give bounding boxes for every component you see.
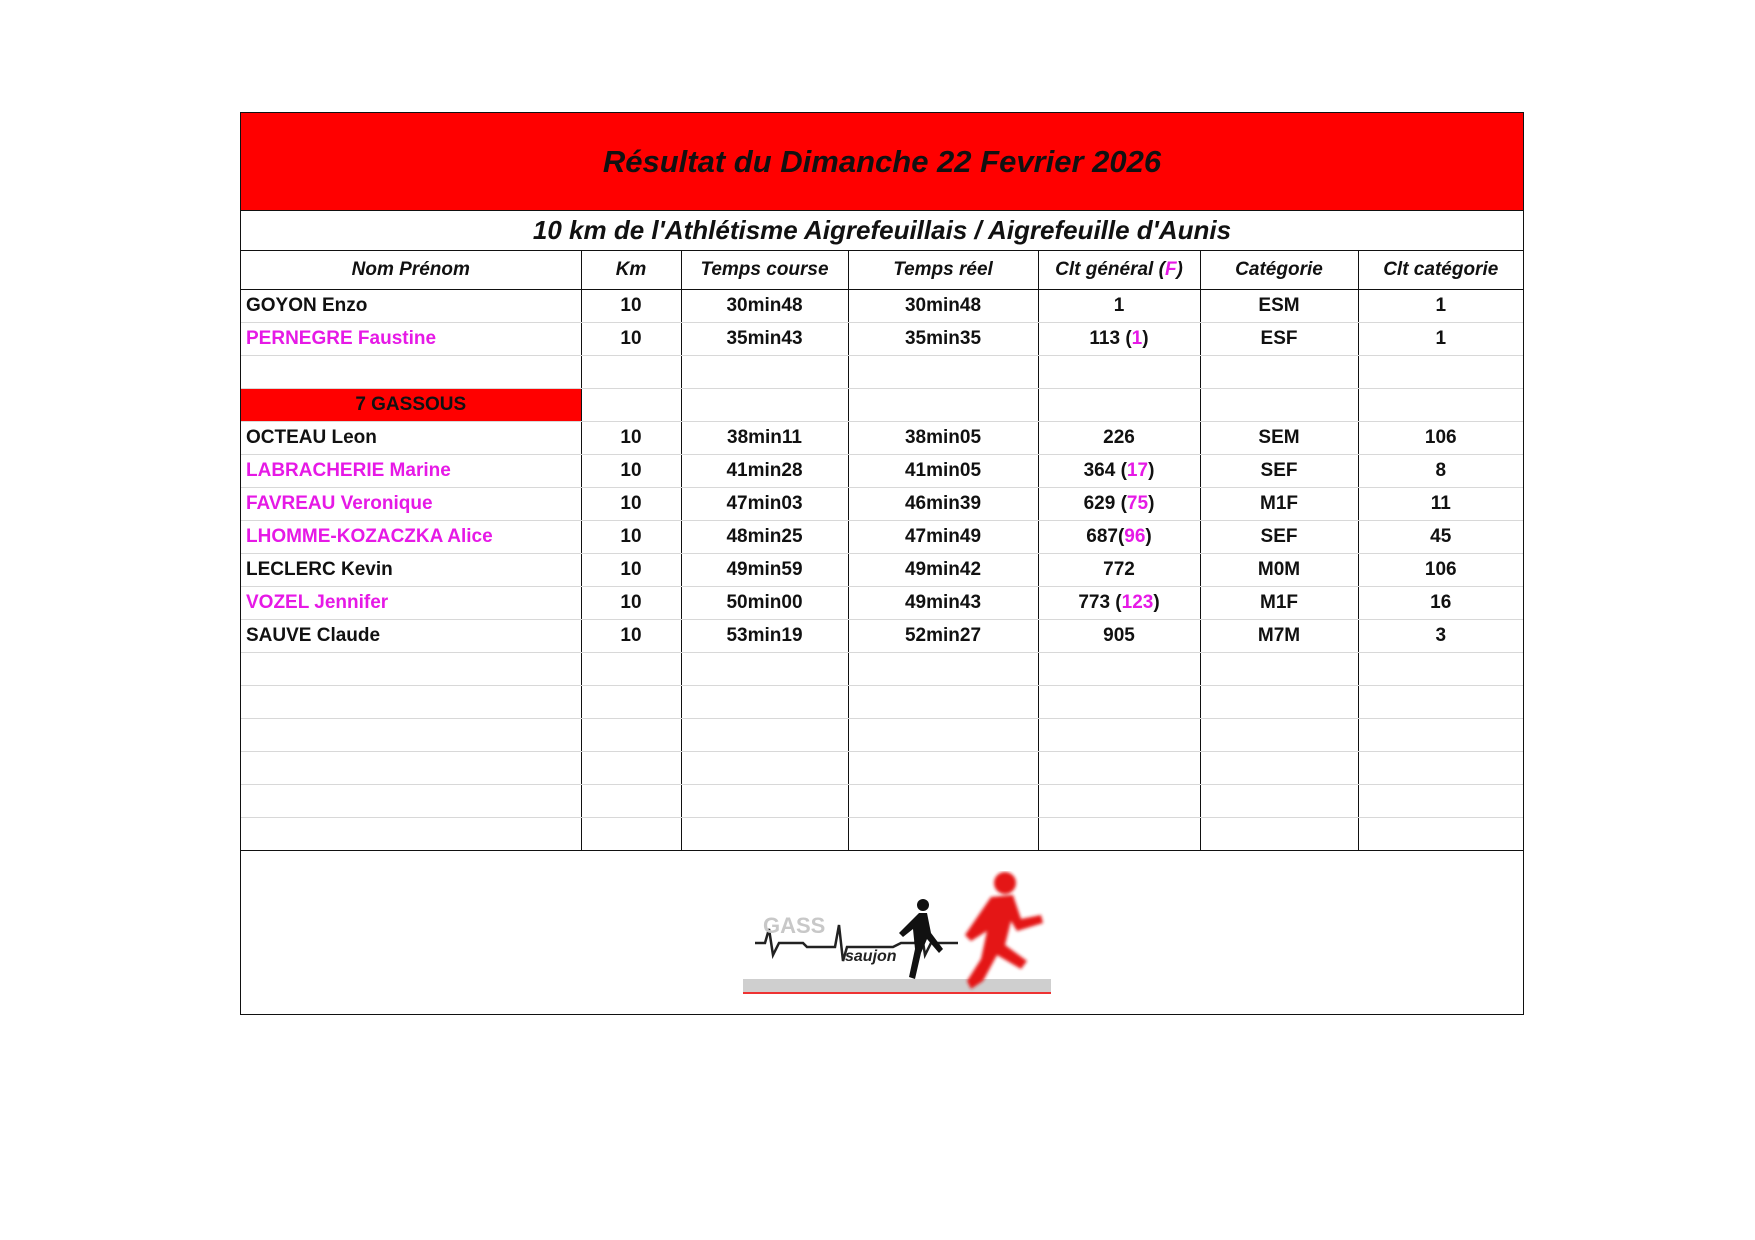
clt-general-cell: 629 (75) bbox=[1038, 488, 1200, 521]
header-km: Km bbox=[581, 251, 681, 290]
female-rank: 123 bbox=[1121, 592, 1154, 613]
logo-gass-text: GASS bbox=[763, 913, 826, 938]
temps-course-cell: 47min03 bbox=[681, 488, 848, 521]
clt-general-cell: 772 bbox=[1038, 554, 1200, 587]
temps-reel-cell: 49min42 bbox=[848, 554, 1038, 587]
categorie-cell: SEF bbox=[1200, 455, 1358, 488]
results-sheet bbox=[240, 112, 1524, 1015]
empty-row bbox=[241, 653, 1523, 686]
temps-course-cell: 48min25 bbox=[681, 521, 848, 554]
runner-name: PERNEGRE Faustine bbox=[241, 323, 581, 356]
clt-general-cell: 226 bbox=[1038, 422, 1200, 455]
female-rank: 17 bbox=[1126, 460, 1149, 481]
temps-course-cell: 41min28 bbox=[681, 455, 848, 488]
header-clt-general: Clt général (F) bbox=[1038, 251, 1200, 290]
table-row bbox=[241, 290, 1523, 323]
runner-name: LABRACHERIE Marine bbox=[241, 455, 581, 488]
km-cell: 10 bbox=[581, 554, 681, 587]
categorie-cell: SEM bbox=[1200, 422, 1358, 455]
categorie-cell: ESM bbox=[1200, 290, 1358, 323]
runner-name: GOYON Enzo bbox=[241, 290, 581, 323]
clt-categorie-cell: 106 bbox=[1358, 422, 1523, 455]
table-row bbox=[241, 455, 1523, 488]
temps-reel-cell: 46min39 bbox=[848, 488, 1038, 521]
group-label: 7 GASSOUS bbox=[241, 389, 581, 422]
temps-reel-cell: 41min05 bbox=[848, 455, 1038, 488]
female-rank: 75 bbox=[1126, 493, 1149, 514]
clt-categorie-cell: 1 bbox=[1358, 323, 1523, 356]
logo-saujon-text: saujon bbox=[845, 948, 897, 965]
km-cell: 10 bbox=[581, 587, 681, 620]
header-clt-categorie: Clt catégorie bbox=[1358, 251, 1523, 290]
empty-row bbox=[241, 356, 1523, 389]
categorie-cell: M1F bbox=[1200, 587, 1358, 620]
categorie-cell: ESF bbox=[1200, 323, 1358, 356]
table-row bbox=[241, 521, 1523, 554]
empty-row bbox=[241, 686, 1523, 719]
km-cell: 10 bbox=[581, 323, 681, 356]
temps-reel-cell: 49min43 bbox=[848, 587, 1038, 620]
clt-categorie-cell: 1 bbox=[1358, 290, 1523, 323]
categorie-cell: M7M bbox=[1200, 620, 1358, 653]
logo-area bbox=[241, 851, 1523, 1016]
temps-reel-cell: 30min48 bbox=[848, 290, 1038, 323]
race-subtitle: 10 km de l'Athlétisme Aigrefeuillais / Aigrefeuille d'Aunis bbox=[532, 215, 1232, 245]
clt-general-cell: 905 bbox=[1038, 620, 1200, 653]
clt-categorie-cell: 106 bbox=[1358, 554, 1523, 587]
group-row bbox=[241, 389, 1523, 422]
temps-reel-cell: 47min49 bbox=[848, 521, 1038, 554]
temps-course-cell: 30min48 bbox=[681, 290, 848, 323]
clt-categorie-cell: 45 bbox=[1358, 521, 1523, 554]
female-marker: F bbox=[1164, 259, 1177, 280]
header-categorie: Catégorie bbox=[1200, 251, 1358, 290]
empty-row bbox=[241, 818, 1523, 851]
female-rank: 96 bbox=[1124, 526, 1146, 547]
categorie-cell: M1F bbox=[1200, 488, 1358, 521]
race-subtitle-bar bbox=[241, 211, 1523, 251]
female-rank: 1 bbox=[1131, 328, 1143, 349]
header-name: Nom Prénom bbox=[241, 251, 581, 290]
empty-row bbox=[241, 719, 1523, 752]
km-cell: 10 bbox=[581, 521, 681, 554]
table-row bbox=[241, 323, 1523, 356]
km-cell: 10 bbox=[581, 290, 681, 323]
clt-categorie-cell: 11 bbox=[1358, 488, 1523, 521]
temps-reel-cell: 52min27 bbox=[848, 620, 1038, 653]
title-banner bbox=[241, 113, 1523, 211]
clt-categorie-cell: 3 bbox=[1358, 620, 1523, 653]
red-runner-icon bbox=[965, 872, 1043, 989]
temps-course-cell: 35min43 bbox=[681, 323, 848, 356]
runner-name: LECLERC Kevin bbox=[241, 554, 581, 587]
ground-bar bbox=[743, 979, 1051, 993]
results-table bbox=[241, 251, 1523, 851]
header-row bbox=[241, 251, 1523, 290]
clt-categorie-cell: 8 bbox=[1358, 455, 1523, 488]
temps-course-cell: 50min00 bbox=[681, 587, 848, 620]
runner-name: LHOMME-KOZACZKA Alice bbox=[241, 521, 581, 554]
table-row bbox=[241, 587, 1523, 620]
clt-general-cell: 773 (123) bbox=[1038, 587, 1200, 620]
black-runner-icon bbox=[899, 899, 943, 979]
empty-row bbox=[241, 752, 1523, 785]
clt-general-cell: 687(96) bbox=[1038, 521, 1200, 554]
runner-name: FAVREAU Veronique bbox=[241, 488, 581, 521]
km-cell: 10 bbox=[581, 488, 681, 521]
table-row bbox=[241, 620, 1523, 653]
km-cell: 10 bbox=[581, 620, 681, 653]
categorie-cell: SEF bbox=[1200, 521, 1358, 554]
runner-name: OCTEAU Leon bbox=[241, 422, 581, 455]
runner-name: SAUVE Claude bbox=[241, 620, 581, 653]
table-row bbox=[241, 554, 1523, 587]
clt-general-cell: 113 (1) bbox=[1038, 323, 1200, 356]
clt-general-cell: 364 (17) bbox=[1038, 455, 1200, 488]
km-cell: 10 bbox=[581, 455, 681, 488]
temps-reel-cell: 35min35 bbox=[848, 323, 1038, 356]
temps-course-cell: 53min19 bbox=[681, 620, 848, 653]
temps-course-cell: 38min11 bbox=[681, 422, 848, 455]
page-title: Résultat du Dimanche 22 Fevrier 2026 bbox=[602, 143, 1162, 179]
gass-saujon-logo bbox=[743, 871, 1053, 996]
table-row bbox=[241, 422, 1523, 455]
empty-row bbox=[241, 785, 1523, 818]
categorie-cell: M0M bbox=[1200, 554, 1358, 587]
clt-categorie-cell: 16 bbox=[1358, 587, 1523, 620]
temps-reel-cell: 38min05 bbox=[848, 422, 1038, 455]
clt-general-cell: 1 bbox=[1038, 290, 1200, 323]
table-row bbox=[241, 488, 1523, 521]
km-cell: 10 bbox=[581, 422, 681, 455]
runner-name: VOZEL Jennifer bbox=[241, 587, 581, 620]
header-temps-course: Temps course bbox=[681, 251, 848, 290]
temps-course-cell: 49min59 bbox=[681, 554, 848, 587]
header-temps-reel: Temps réel bbox=[848, 251, 1038, 290]
